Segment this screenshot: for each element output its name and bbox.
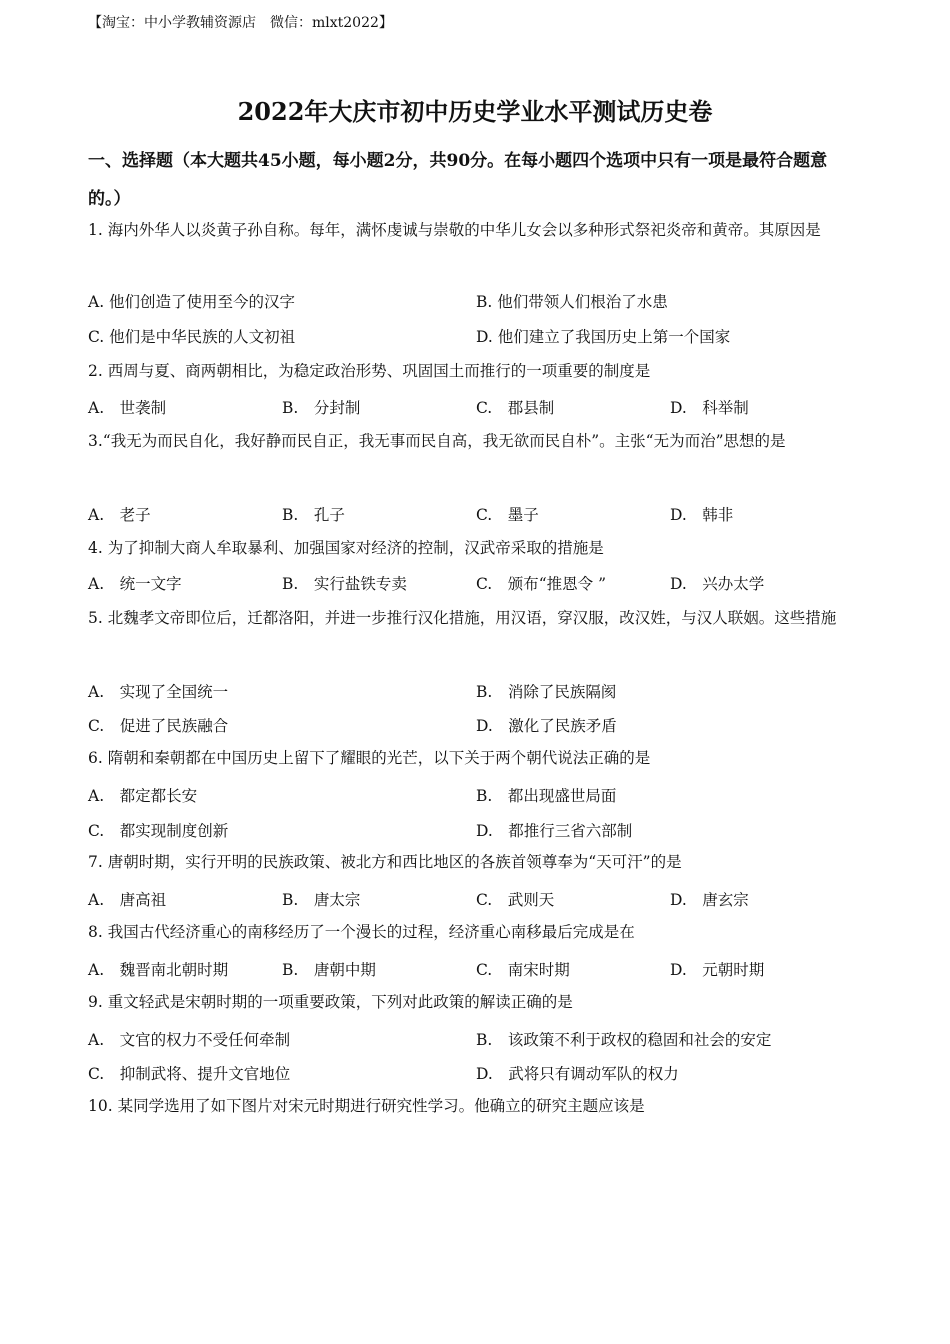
question-9-options-row-1 xyxy=(88,1028,860,1054)
question-9-option-c: C. 抑制武将、提升文官地位 xyxy=(88,1065,291,1083)
page-title: 2022年大庆市初中历史学业水平测试历史卷 xyxy=(237,97,713,126)
question-7-option-c: C. 武则天 xyxy=(476,891,555,909)
section-heading: 一、选择题（本大题共45小题，每小题2分，共90分。在每小题四个选项中只有一项是最符合题意的。） xyxy=(88,151,828,209)
question-4-options xyxy=(88,572,860,598)
question-2-option-c: C. 郡县制 xyxy=(476,399,555,417)
question-2-option-b: B. 分封制 xyxy=(282,399,361,417)
question-5-option-d: D. 激化了民族矛盾 xyxy=(476,717,617,735)
question-9-option-a: A. 文官的权力不受任何牵制 xyxy=(88,1031,291,1049)
question-8-option-c: C. 南宋时期 xyxy=(476,961,570,979)
question-5-option-a: A. 实现了全国统一 xyxy=(88,683,229,701)
question-4-stem: 4. 为了抑制大商人牟取暴利、加强国家对经济的控制，汉武帝采取的措施是 xyxy=(88,539,604,557)
watermark-header: 【淘宝：中小学教辅资源店 微信：mlxt2022】 xyxy=(88,15,393,31)
question-2-option-a: A. 世袭制 xyxy=(88,399,167,417)
question-5-option-c: C. 促进了民族融合 xyxy=(88,717,229,735)
question-8-stem: 8. 我国古代经济重心的南移经历了一个漫长的过程，经济重心南移最后完成是在 xyxy=(88,923,635,941)
question-6-option-b: B. 都出现盛世局面 xyxy=(476,787,617,805)
question-7-options xyxy=(88,888,860,914)
question-10-stem: 10. 某同学选用了如下图片对宋元时期进行研究性学习。他确立的研究主题应该是 xyxy=(88,1097,645,1115)
question-5-option-b: B. 消除了民族隔阂 xyxy=(476,683,617,701)
question-8-options xyxy=(88,958,860,984)
question-9-stem: 9. 重文轻武是宋朝时期的一项重要政策，下列对此政策的解读正确的是 xyxy=(88,993,573,1011)
question-8-option-a: A. 魏晋南北朝时期 xyxy=(88,961,229,979)
question-5-options-row-2 xyxy=(88,714,860,740)
question-4-option-b: B. 实行盐铁专卖 xyxy=(282,575,407,593)
question-6-option-c: C. 都实现制度创新 xyxy=(88,822,229,840)
question-3-option-b: B. 孔子 xyxy=(282,506,345,524)
question-1-option-b: B. 他们带领人们根治了水患 xyxy=(476,293,668,311)
question-6-stem: 6. 隋朝和秦朝都在中国历史上留下了耀眼的光芒，以下关于两个朝代说法正确的是 xyxy=(88,749,651,767)
question-7-option-d: D. 唐玄宗 xyxy=(670,891,749,909)
question-8-option-b: B. 唐朝中期 xyxy=(282,961,376,979)
question-6-option-d: D. 都推行三省六部制 xyxy=(476,822,633,840)
question-9-options-row-2 xyxy=(88,1062,860,1088)
question-6-options-row-2 xyxy=(88,819,860,845)
question-7-stem: 7. 唐朝时期，实行开明的民族政策、被北方和西比地区的各族首领尊奉为“天可汗”的是 xyxy=(88,853,682,871)
question-1-option-d: D. 他们建立了我国历史上第一个国家 xyxy=(476,328,731,346)
question-4-option-c: C. 颁布“推恩令 ” xyxy=(476,575,607,593)
question-1-stem: 1. 海内外华人以炎黄子孙自称。每年，满怀虔诚与崇敬的中华儿女会以多种形式祭祀炎帝和黄帝。其原因是 xyxy=(88,221,821,239)
question-2-options xyxy=(88,396,860,422)
question-1-option-c: C. 他们是中华民族的人文初祖 xyxy=(88,328,296,346)
question-1-options-row-1 xyxy=(88,290,860,316)
question-2-stem: 2. 西周与夏、商两朝相比，为稳定政治形势、巩固国土而推行的一项重要的制度是 xyxy=(88,362,651,380)
question-3-options xyxy=(88,503,860,529)
question-1-options-row-2 xyxy=(88,325,860,351)
question-4-option-d: D. 兴办太学 xyxy=(670,575,765,593)
question-3-option-a: A. 老子 xyxy=(88,506,151,524)
question-3-stem: 3.“我无为而民自化，我好静而民自正，我无事而民自高，我无欲而民自朴”。主张“无为而治”思想的是 xyxy=(88,432,786,450)
question-9-option-d: D. 武将只有调动军队的权力 xyxy=(476,1065,679,1083)
question-1-option-a: A. 他们创造了使用至今的汉字 xyxy=(88,293,296,311)
question-3-option-d: D. 韩非 xyxy=(670,506,734,524)
question-7-option-b: B. 唐太宗 xyxy=(282,891,361,909)
question-6-option-a: A. 都定都长安 xyxy=(88,787,198,805)
question-4-option-a: A. 统一文字 xyxy=(88,575,182,593)
question-3-option-c: C. 墨子 xyxy=(476,506,539,524)
question-6-options-row-1 xyxy=(88,784,860,810)
question-7-option-a: A. 唐高祖 xyxy=(88,891,167,909)
question-5-stem: 5. 北魏孝文帝即位后，迁都洛阳，并进一步推行汉化措施，用汉语，穿汉服，改汉姓，与汉人联姻。这些措施 xyxy=(88,609,837,627)
question-9-option-b: B. 该政策不利于政权的稳固和社会的安定 xyxy=(476,1031,772,1049)
question-8-option-d: D. 元朝时期 xyxy=(670,961,765,979)
question-2-option-d: D. 科举制 xyxy=(670,399,749,417)
question-5-options-row-1 xyxy=(88,680,860,706)
